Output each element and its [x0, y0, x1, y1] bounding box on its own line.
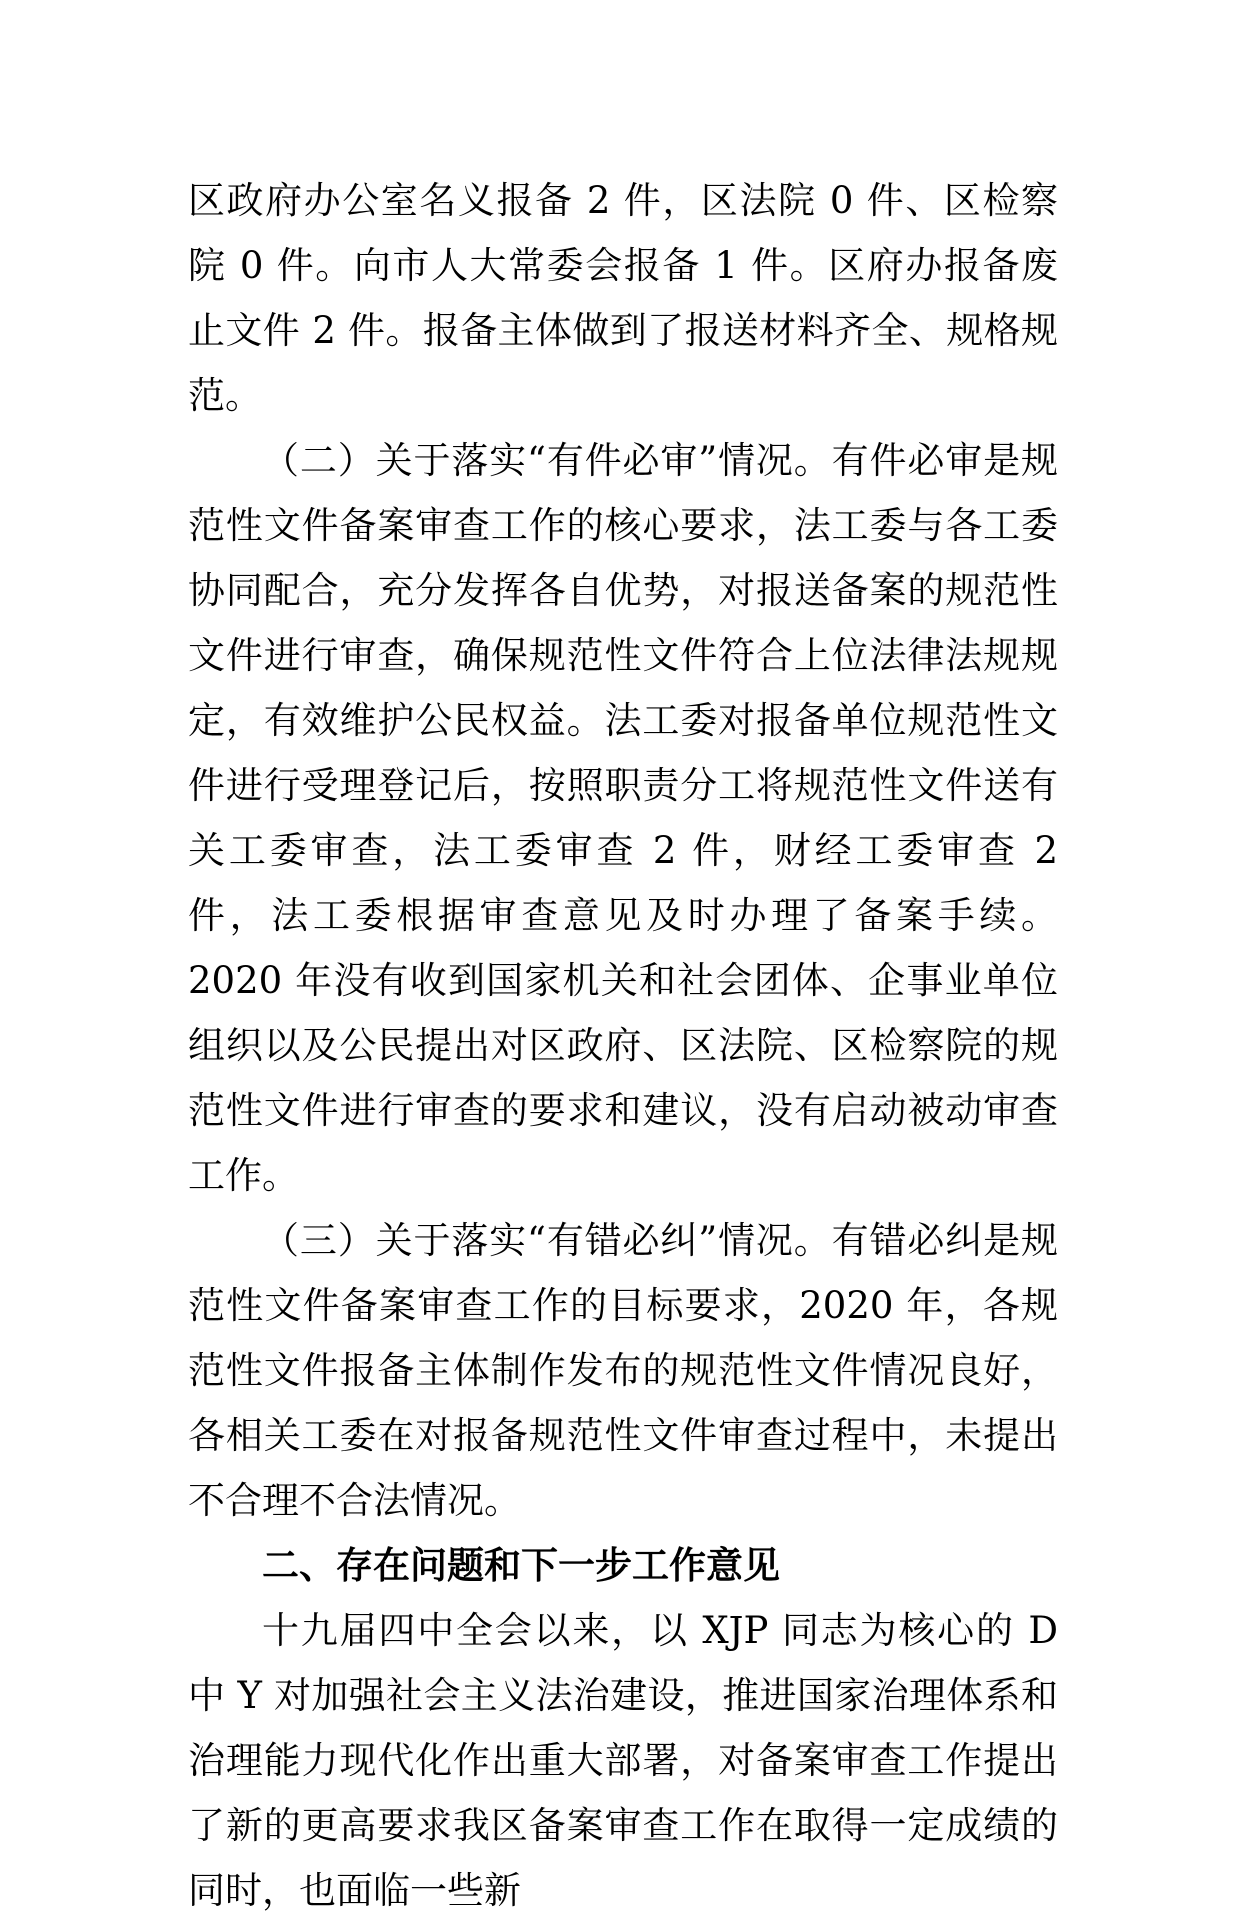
- paragraph-correct-every-error: （三）关于落实“有错必纠”情况。有错必纠是规范性文件备案审查工作的目标要求，2020 年，各规范性文件报备主体制作发布的规范性文件情况良好，各相关工委在对报备规范性文件审查过程中，未提出不合理不合法情况。: [188, 1219, 1058, 1522]
- paragraph-fourth-plenum: 十九届四中全会以来，以 XJP 同志为核心的 D 中 Y 对加强社会主义法治建设，推进国家治理体系和治理能力现代化作出重大部署，对备案审查工作提出了新的更高要求我区备案审查工作在取得一定成绩的同时，也面临一些新: [188, 1609, 1058, 1912]
- document-body: [188, 168, 1058, 1923]
- section-heading-problems: 二、存在问题和下一步工作意见: [262, 1544, 780, 1587]
- paragraph-filing-summary: 区政府办公室名义报备 2 件，区法院 0 件、区检察院 0 件。向市人大常委会报备 1 件。区府办报备废止文件 2 件。报备主体做到了报送材料齐全、规格规范。: [188, 179, 1058, 417]
- paragraph-review-every-file: （二）关于落实“有件必审”情况。有件必审是规范性文件备案审查工作的核心要求，法工委与各工委协同配合，充分发挥各自优势，对报送备案的规范性文件进行审查，确保规范性文件符合上位法律法规规定，有效维护公民权益。法工委对报备单位规范性文件进行受理登记后，按照职责分工将规范性文件送有关工委审查，法工委审查 2 件，财经工委审查 2 件，法工委根据审查意见及时办理了备案手续。2020 年没有收到国家机关和社会团体、企事业单位组织以及公民提出对区政府、区法院、区检察院的规范性文件进行审查的要求和建议，没有启动被动审查工作。: [188, 439, 1058, 1197]
